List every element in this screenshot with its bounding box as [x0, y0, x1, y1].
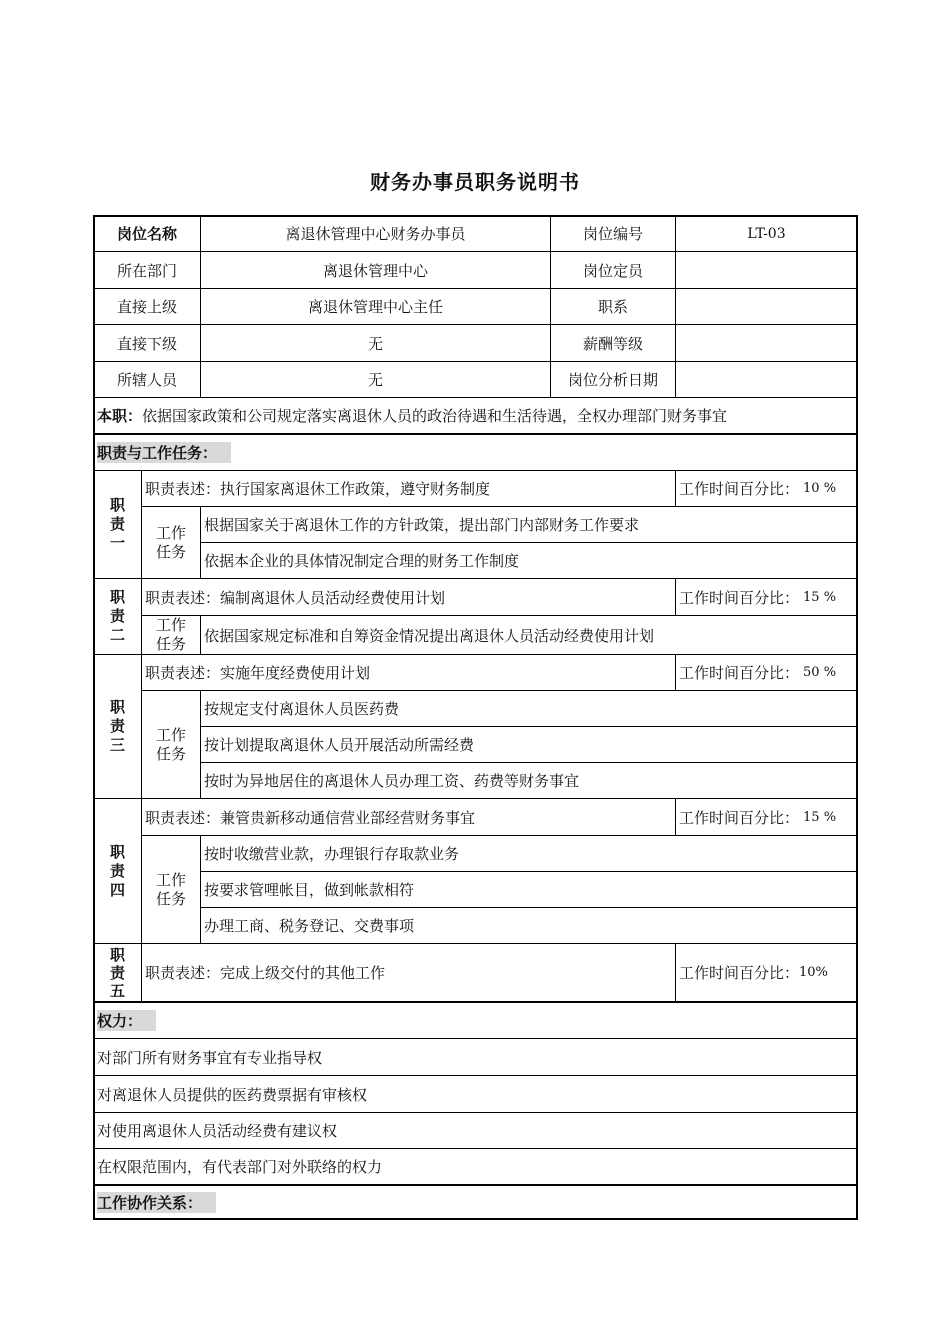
duty-2-task-1: 依据国家规定标准和自筹资金情况提出离退休人员活动经费使用计划: [200, 615, 858, 655]
quota-label: 岗位定员: [550, 251, 676, 289]
duty-summary-label: 本职：: [97, 407, 143, 425]
authority-item-2: 对离退休人员提供的医药费票据有审核权: [93, 1075, 858, 1113]
duty-2-task-label: 工作 任务: [141, 615, 201, 655]
duty-4-name: 职 责 四: [93, 798, 142, 944]
post-name-value: 离退休管理中心财务办事员: [200, 215, 551, 252]
dept-value: 离退休管理中心: [200, 251, 551, 289]
duty-1-task-1: 根据国家关于离退休工作的方针政策，提出部门内部财务工作要求: [200, 506, 858, 543]
superior-value: 离退休管理中心主任: [200, 288, 551, 325]
subordinate-value: 无: [200, 324, 551, 362]
duties-header: 职责与工作任务：: [97, 442, 231, 463]
duty-3-task-label: 工作 任务: [141, 690, 201, 799]
duty-3-task-3: 按时为异地居住的离退休人员办理工资、药费等财务事宜: [200, 762, 858, 799]
subordinate-label: 直接下级: [93, 324, 201, 362]
duty-4-task-2: 按要求管哩帐目，做到帐款相符: [200, 871, 858, 908]
duty-4-task-label: 工作 任务: [141, 835, 201, 944]
salary-value: [675, 324, 858, 362]
authority-item-3: 对使用离退休人员活动经费有建议权: [93, 1112, 858, 1149]
duty-2-statement: 职责表述：编制离退休人员活动经费使用计划: [141, 578, 676, 616]
duty-1-task-2: 依据本企业的具体情况制定合理的财务工作制度: [200, 542, 858, 579]
duty-3-task-1: 按规定支付离退休人员医药费: [200, 690, 858, 727]
staff-value: 无: [200, 361, 551, 398]
duty-2-pct: 工作时间百分比： 15 %: [675, 578, 858, 616]
salary-label: 薪酬等级: [550, 324, 676, 362]
duty-4-task-1: 按时收缴营业款，办理银行存取款业务: [200, 835, 858, 872]
dept-label: 所在部门: [93, 251, 201, 289]
series-label: 职系: [550, 288, 676, 325]
duty-3-pct: 工作时间百分比： 50 %: [675, 654, 858, 691]
post-name-label: 岗位名称: [93, 215, 201, 252]
staff-label: 所辖人员: [93, 361, 201, 398]
duty-1-name: 职 责 一: [93, 470, 142, 579]
analysis-date-value: [675, 361, 858, 398]
duty-3-name: 职 责 三: [93, 654, 142, 799]
duty-summary-text: 依据国家政策和公司规定落实离退休人员的政治待遇和生活待遇，全权办理部门财务事宜: [142, 407, 728, 425]
duty-5-pct: 工作时间百分比： 10%: [675, 943, 858, 1002]
duty-summary-row: [93, 397, 858, 435]
authority-header-row: [93, 1001, 858, 1039]
analysis-date-label: 岗位分析日期: [550, 361, 676, 398]
superior-label: 直接上级: [93, 288, 201, 325]
document-title: 财务办事员职务说明书: [370, 170, 580, 194]
quota-value: [675, 251, 858, 289]
post-no-value: LT-03: [675, 215, 858, 252]
series-value: [675, 288, 858, 325]
duty-1-task-label: 工作 任务: [141, 506, 201, 579]
duty-1-pct: 工作时间百分比： 10 %: [675, 470, 858, 507]
duties-header-row: [93, 434, 858, 471]
authority-item-1: 对部门所有财务事宜有专业指导权: [93, 1038, 858, 1076]
duty-5-statement: 职责表述：完成上级交付的其他工作: [141, 943, 676, 1002]
cooperation-header: 工作协作关系：: [97, 1192, 216, 1213]
duty-3-statement: 职责表述：实施年度经费使用计划: [141, 654, 676, 691]
duty-5-name: 职 责 五: [93, 943, 142, 1002]
duty-1-statement: 职责表述：执行国家离退休工作政策，遵守财务制度: [141, 470, 676, 507]
authority-header: 权力：: [97, 1010, 156, 1031]
post-no-label: 岗位编号: [550, 215, 676, 252]
duty-3-task-2: 按计划提取离退休人员开展活动所需经费: [200, 726, 858, 763]
duty-4-pct: 工作时间百分比： 15 %: [675, 798, 858, 836]
cooperation-header-row: [93, 1184, 858, 1220]
duty-2-name: 职 责 二: [93, 578, 142, 655]
duty-4-task-3: 办理工商、税务登记、交费事项: [200, 907, 858, 944]
authority-item-4: 在权限范围内，有代表部门对外联络的权力: [93, 1148, 858, 1185]
duty-4-statement: 职责表述：兼管贵新移动通信营业部经营财务事宜: [141, 798, 676, 836]
